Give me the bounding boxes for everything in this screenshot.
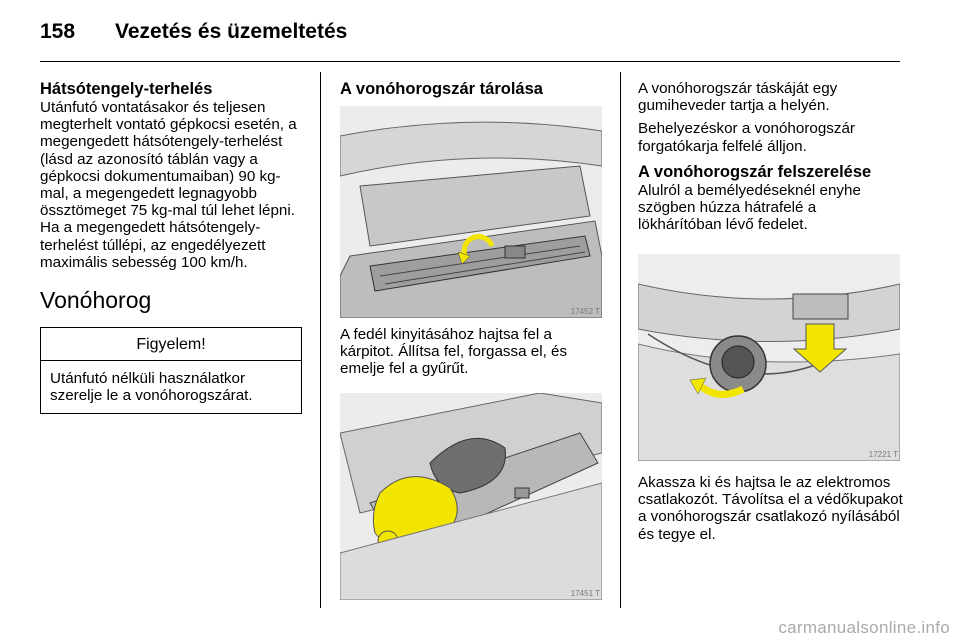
- watermark: carmanualsonline.info: [778, 618, 950, 637]
- install-instruction-text: Alulról a bemélyedéseknél enyhe szögben húzza hátrafelé a lökhárítóban lévő fedelet.: [638, 181, 861, 234]
- warning-title: Figyelem!: [41, 328, 301, 361]
- figure3-label: 17221 T: [868, 450, 898, 459]
- storage-caption: A fedél kinyitásához hajtsa fel a kárpitot. Állítsa fel, forgassa el, és emelje fel a gyűrűt.: [340, 326, 568, 378]
- section-heading-storage: A vonóhorogszár tárolása: [340, 80, 543, 98]
- bag-strap-text: A vonóhorogszár táskáját egy gumiheveder tartja a helyén.: [638, 80, 838, 115]
- trunk-illustration: [340, 106, 602, 318]
- section-heading-axle-load: Hátsótengely-terhelés: [40, 80, 213, 98]
- connector-text: Akassza ki és hajtsa le az elektromos csatlakozót. Távolítsa el a védőkupakot a vonóhorogszár csatlakozó nyílásából és tegye el.: [638, 474, 903, 543]
- chapter-title: Vezetés és üzemeltetés: [115, 20, 348, 43]
- warning-text: Utánfutó nélküli használatkor szerelje le a vonóhorogszárat.: [50, 370, 253, 405]
- figure1-label: 17452 T: [570, 307, 600, 316]
- column-divider-1: [320, 72, 321, 608]
- middle-column: [340, 80, 608, 99]
- figure-bumper-cover: [638, 254, 900, 461]
- right-column: [638, 80, 903, 233]
- figure-towbar-bag: [340, 393, 602, 600]
- page-number: 158: [40, 20, 76, 43]
- header-rule: [40, 61, 900, 62]
- left-column: [40, 80, 308, 414]
- insert-text: Behelyezéskor a vonóhorogszár forgatókarja felfelé álljon.: [638, 120, 855, 155]
- towbar-bag-illustration: [340, 393, 602, 600]
- figure-trunk-storage: [340, 106, 602, 318]
- bumper-illustration: [638, 254, 900, 461]
- column-divider-2: [620, 72, 621, 608]
- figure2-label: 17451 T: [570, 589, 600, 598]
- section-heading-install: A vonóhorogszár felszerelése: [638, 162, 872, 181]
- axle-load-text: Utánfutó vontatásakor és teljesen megterhelt vontató gépkocsi esetén, a megengedett hátsótengely-terhelést (lásd az azonosító táblán vagy a gépkocsi dokumentumaiban) 90 kg-mal, a megengedett legnagyobb össztömeget 75 kg-mal túl lehet lépni. Ha a megengedett hátsótengely-terhelést túllépi, az engedélyezett maximális sebesség 100 km/h.: [40, 99, 297, 271]
- section-title-towbar: Vonóhorog: [40, 287, 152, 314]
- warning-box: [40, 327, 302, 414]
